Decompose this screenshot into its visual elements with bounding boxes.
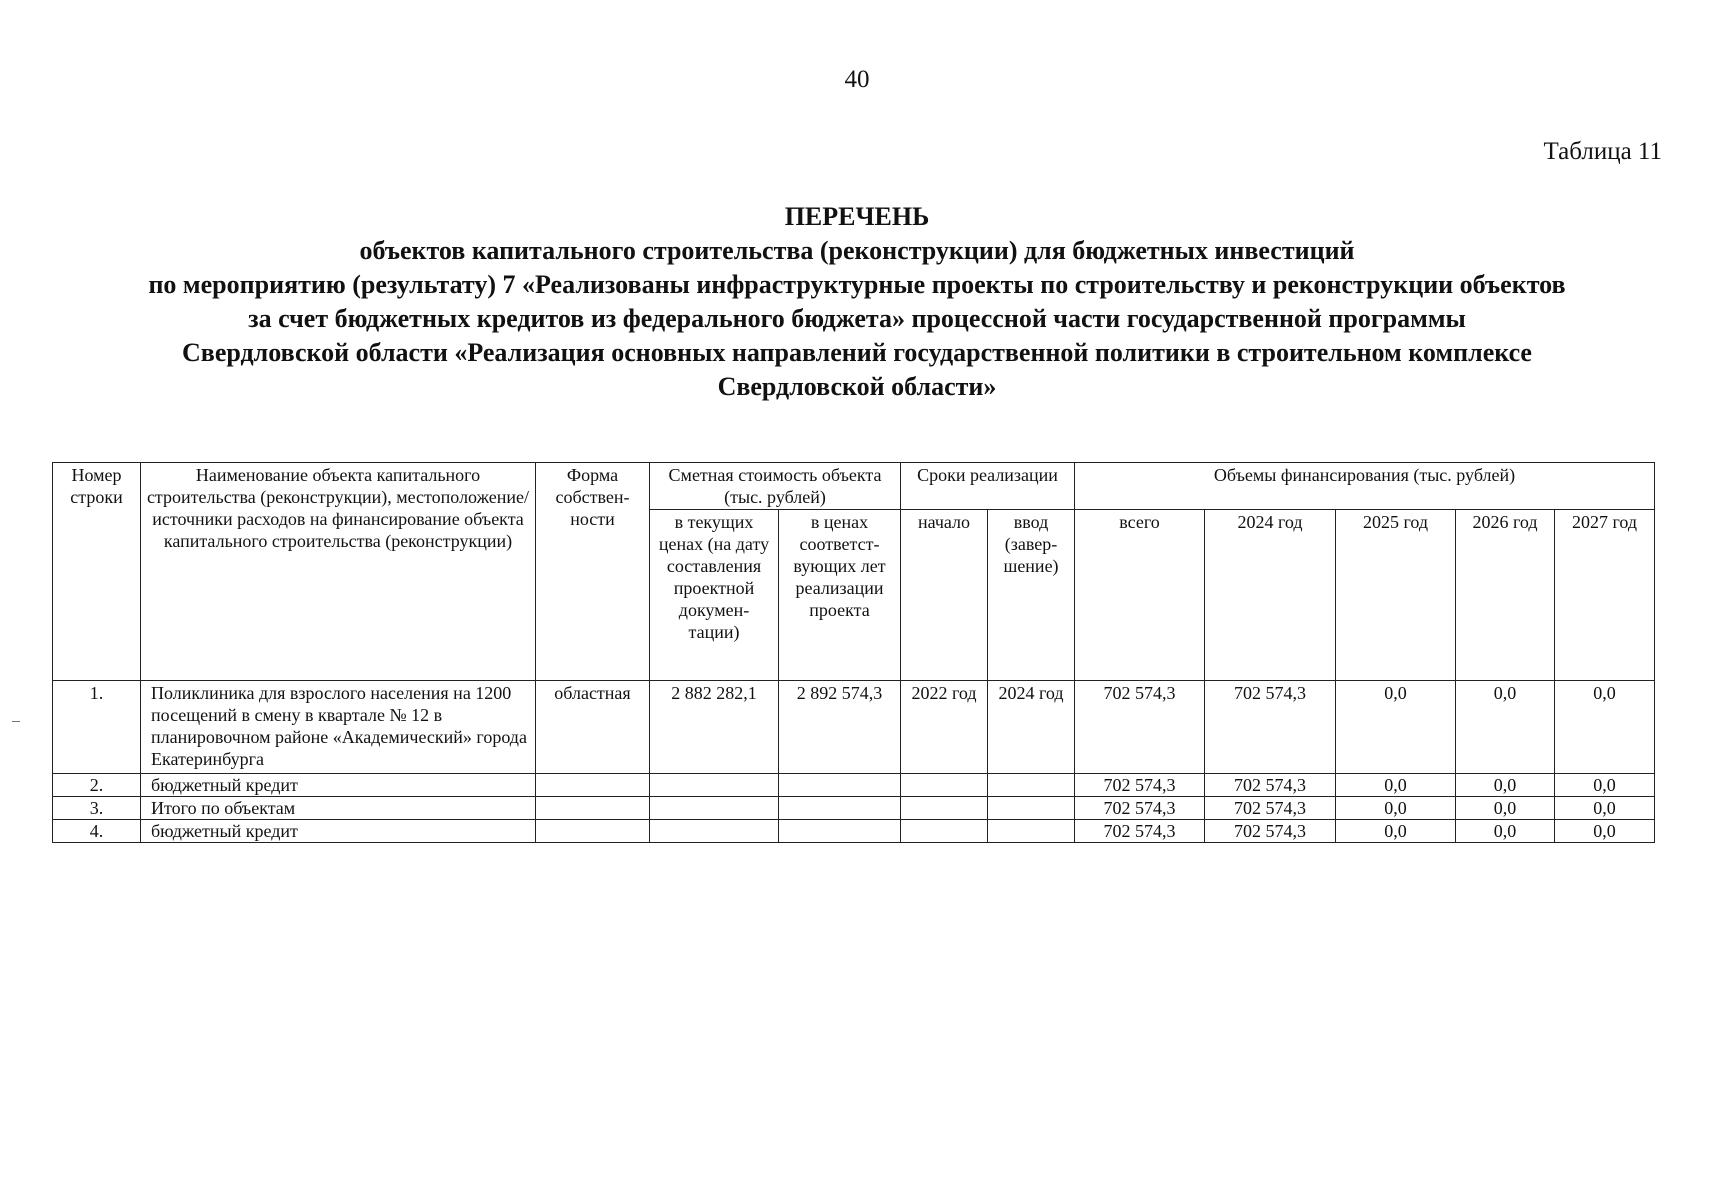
header-2024: 2024 год bbox=[1205, 510, 1336, 681]
header-2026: 2026 год bbox=[1456, 510, 1555, 681]
cell-2027: 0,0 bbox=[1555, 820, 1655, 843]
header-total: всего bbox=[1075, 510, 1205, 681]
cell-num: 3. bbox=[53, 797, 141, 820]
header-row-number: Номер строки bbox=[53, 463, 141, 681]
cell-finish bbox=[988, 797, 1075, 820]
cell-total: 702 574,3 bbox=[1075, 820, 1205, 843]
cell-2027: 0,0 bbox=[1555, 681, 1655, 774]
objects-table bbox=[52, 462, 1655, 843]
cell-ownership bbox=[536, 774, 650, 797]
cell-total: 702 574,3 bbox=[1075, 681, 1205, 774]
cell-2027: 0,0 bbox=[1555, 797, 1655, 820]
cell-cost-current bbox=[650, 797, 779, 820]
header-ownership: Форма собствен-ности bbox=[536, 463, 650, 681]
header-row-top bbox=[53, 463, 1655, 510]
cell-cost-years bbox=[779, 797, 901, 820]
header-cost-current: в текущих ценах (на дату составления проектной докумен-тации) bbox=[650, 510, 779, 681]
cell-start bbox=[901, 774, 988, 797]
title-line-6: Свердловской области» bbox=[717, 372, 997, 401]
header-2025: 2025 год bbox=[1336, 510, 1456, 681]
header-terms: Сроки реализации bbox=[901, 463, 1075, 510]
cell-ownership bbox=[536, 797, 650, 820]
cell-2027: 0,0 bbox=[1555, 774, 1655, 797]
header-2027: 2027 год bbox=[1555, 510, 1655, 681]
cell-name: Поликлиника для взрослого населения на 1200 посещений в смену в квартале № 12 в планировочном районе «Академический» города Екатеринбурга bbox=[141, 681, 536, 774]
cell-cost-years bbox=[779, 820, 901, 843]
cell-start: 2022 год bbox=[901, 681, 988, 774]
title-line-1: ПЕРЕЧЕНЬ bbox=[784, 202, 930, 231]
page-number: 40 bbox=[844, 66, 870, 93]
cell-finish bbox=[988, 820, 1075, 843]
cell-cost-years bbox=[779, 774, 901, 797]
cell-name: бюджетный кредит bbox=[141, 774, 536, 797]
header-estimated-cost: Сметная стоимость объекта (тыс. рублей) bbox=[650, 463, 901, 510]
table-row bbox=[53, 681, 1655, 774]
table-row bbox=[53, 820, 1655, 843]
cell-2025: 0,0 bbox=[1336, 681, 1456, 774]
cell-ownership bbox=[536, 820, 650, 843]
cell-name: Итого по объектам bbox=[141, 797, 536, 820]
cell-finish: 2024 год bbox=[988, 681, 1075, 774]
margin-mark bbox=[12, 721, 20, 722]
cell-start bbox=[901, 820, 988, 843]
document-title bbox=[40, 200, 1674, 404]
cell-cost-current: 2 882 282,1 bbox=[650, 681, 779, 774]
header-object-name: Наименование объекта капитального строительства (реконструкции), местоположение/ источники расходов на финансирование объекта капитального строительства (реконструкции) bbox=[141, 463, 536, 681]
title-line-5: Свердловской области «Реализация основных направлений государственной политики в строительном комплексе bbox=[182, 338, 1532, 367]
cell-cost-years: 2 892 574,3 bbox=[779, 681, 901, 774]
cell-2025: 0,0 bbox=[1336, 797, 1456, 820]
cell-start bbox=[901, 797, 988, 820]
header-funding: Объемы финансирования (тыс. рублей) bbox=[1075, 463, 1655, 510]
header-finish: ввод (завер-шение) bbox=[988, 510, 1075, 681]
cell-ownership: областная bbox=[536, 681, 650, 774]
cell-num: 4. bbox=[53, 820, 141, 843]
title-line-4: за счет бюджетных кредитов из федерального бюджета» процессной части государственной программы bbox=[248, 304, 1466, 333]
cell-cost-current bbox=[650, 774, 779, 797]
title-line-3: по мероприятию (результату) 7 «Реализованы инфраструктурные проекты по строительству и реконструкции объектов bbox=[148, 270, 1566, 299]
cell-2026: 0,0 bbox=[1456, 774, 1555, 797]
table-row bbox=[53, 797, 1655, 820]
cell-2025: 0,0 bbox=[1336, 774, 1456, 797]
cell-num: 2. bbox=[53, 774, 141, 797]
title-line-2: объектов капитального строительства (реконструкции) для бюджетных инвестиций bbox=[359, 236, 1355, 265]
cell-2026: 0,0 bbox=[1456, 820, 1555, 843]
cell-2026: 0,0 bbox=[1456, 797, 1555, 820]
cell-num: 1. bbox=[53, 681, 141, 774]
cell-2024: 702 574,3 bbox=[1205, 681, 1336, 774]
table-row bbox=[53, 774, 1655, 797]
header-start: начало bbox=[901, 510, 988, 681]
cell-2024: 702 574,3 bbox=[1205, 774, 1336, 797]
cell-2024: 702 574,3 bbox=[1205, 797, 1336, 820]
cell-2024: 702 574,3 bbox=[1205, 820, 1336, 843]
header-cost-years: в ценах соответст-вующих лет реализации проекта bbox=[779, 510, 901, 681]
cell-total: 702 574,3 bbox=[1075, 774, 1205, 797]
cell-name: бюджетный кредит bbox=[141, 820, 536, 843]
cell-finish bbox=[988, 774, 1075, 797]
cell-total: 702 574,3 bbox=[1075, 797, 1205, 820]
cell-2026: 0,0 bbox=[1456, 681, 1555, 774]
table-label: Таблица 11 bbox=[1543, 138, 1662, 165]
cell-cost-current bbox=[650, 820, 779, 843]
cell-2025: 0,0 bbox=[1336, 820, 1456, 843]
